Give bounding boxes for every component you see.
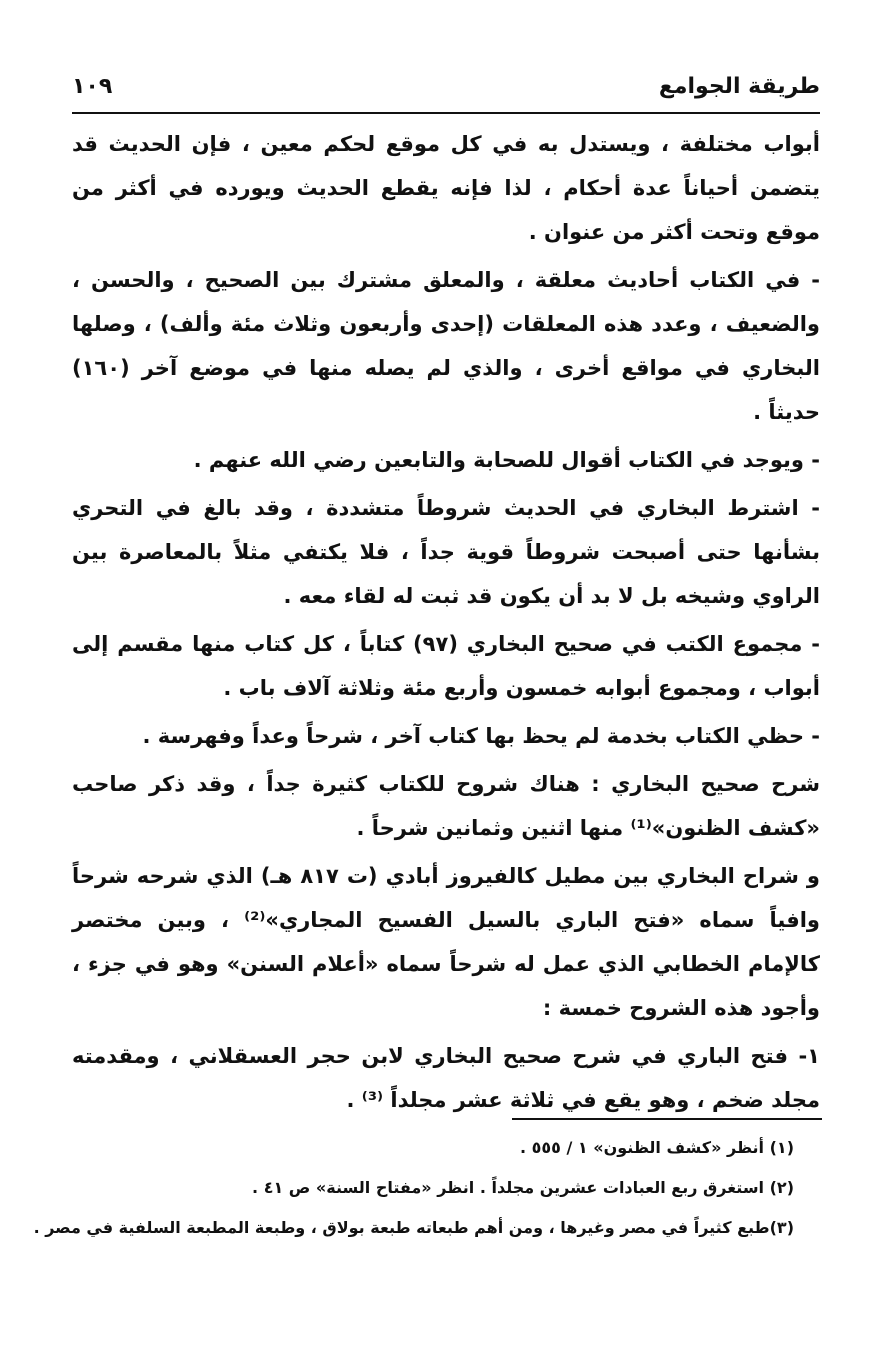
main-text (72, 122, 820, 1126)
paragraph: شرح صحيح البخاري : هناك شروح للكتاب كثيرة جداً ، وقد ذكر صاحب «كشف الظنون»⁽¹⁾ منها اثنين وثمانين شرحاً . (72, 772, 820, 840)
footnote-separator (512, 1118, 822, 1120)
paragraph: - اشترط البخاري في الحديث شروطاً متشددة ، وقد بالغ في التحري بشأنها حتى أصبحت شروطاً قوية جداً ، فلا يكتفي مثلاً بالمعاصرة بين الراوي وشيخه بل لا بد أن يكون قد ثبت له لقاء معه . (72, 496, 820, 608)
footnote: (٣)طبع كثيراً في مصر وغيرها ، ومن أهم طبعاته طبعة بولاق ، وطبعة المطبعة السلفية في مصر . (33, 1218, 794, 1237)
paragraph: - مجموع الكتب في صحيح البخاري (٩٧) كتاباً ، كل كتاب منها مقسم إلى أبواب ، ومجموع أبوابه خمسون وأربع مئة وثلاثة آلاف باب . (72, 632, 821, 700)
paragraph: - ويوجد في الكتاب أقوال للصحابة والتابعين رضي الله عنهم . (193, 448, 820, 472)
footnote: (١) أنظر «كشف الظنون» ١ / ٥٥٥ . (519, 1138, 794, 1157)
page-header (72, 70, 820, 114)
paragraph: و شراح البخاري بين مطيل كالفيروز أبادي (ت ٨١٧ هـ) الذي شرحه شرحاً وافياً سماه «فتح الباري بالسيل الفسيح المجاري»⁽²⁾ ، وبين مختصر كالإمام الخطابي الذي عمل له شرحاً سماه «أعلام السنن» وهو في جزء ، وأجود هذه الشروح خمسة : (72, 864, 820, 1020)
page-number: ١٠٩ (72, 74, 113, 99)
running-title: طريقة الجوامع (658, 74, 820, 99)
paragraph: أبواب مختلفة ، ويستدل به في كل موقع لحكم معين ، فإن الحديث قد يتضمن أحياناً عدة أحكام ، لذا فإنه يقطع الحديث ويورده في أكثر من موقع وتحت أكثر من عنوان . (72, 132, 820, 244)
footnotes (33, 1128, 794, 1248)
footnote: (٢) استغرق ربع العبادات عشرين مجلداً . انظر «مفتاح السنة» ص ٤١ . (252, 1178, 794, 1197)
paragraph: - في الكتاب أحاديث معلقة ، والمعلق مشترك بين الصحيح ، والحسن ، والضعيف ، وعدد هذه المعلقات (إحدى وأربعون وثلاث مئة وألف) ، وصلها البخاري في مواقع أخرى ، والذي لم يصله منها في موضع آخر (١٦٠) حديثاً . (72, 268, 820, 424)
paragraph: ١- فتح الباري في شرح صحيح البخاري لابن حجر العسقلاني ، ومقدمته مجلد ضخم ، وهو يقع في ثلاثة عشر مجلداً ⁽³⁾ . (72, 1044, 820, 1112)
paragraph: - حظي الكتاب بخدمة لم يحظ بها كتاب آخر ، شرحاً وعداً وفهرسة . (142, 724, 820, 748)
